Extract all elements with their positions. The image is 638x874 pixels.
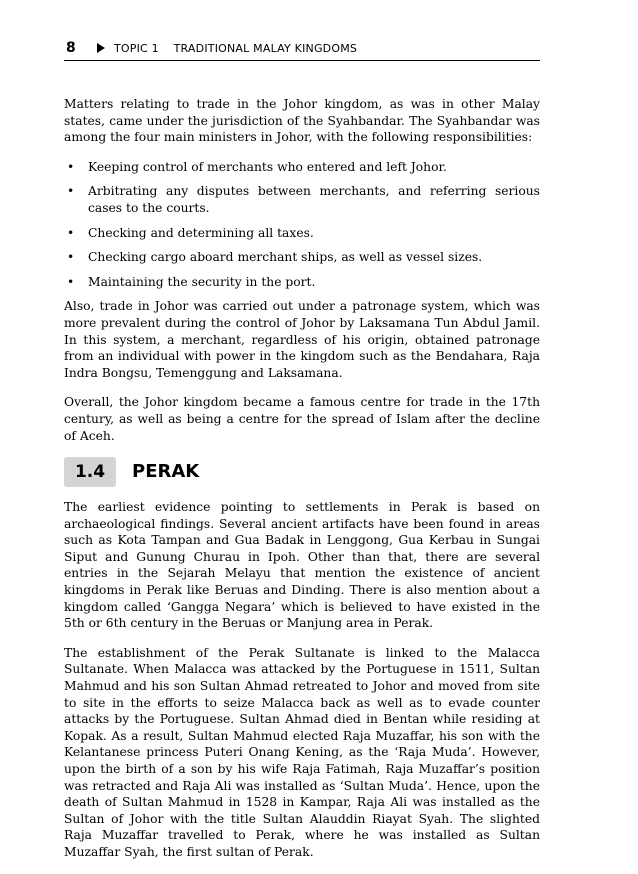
list-item: [64, 249, 540, 266]
list-item: [64, 274, 540, 291]
bullet-icon: •: [67, 250, 75, 265]
running-header: [64, 38, 540, 61]
header-title: TOPIC 1 TRADITIONAL MALAY KINGDOMS: [114, 42, 358, 55]
section-title: PERAK: [132, 461, 200, 483]
perak-paragraph-2: The establishment of the Perak Sultanate is linked to the Malacca Sultanate. When Malacca was attacked by the Portuguese in 1511, Sultan Mahmud and his son Sultan Ahmad retreated to Johor and moved from site to site in the efforts to seize Malacca back as well as to evade counter attacks by the Portuguese. Sultan Ahmad died in Bentan while residing at Kopak. As a result, Sultan Mahmud elected Raja Muzaffar, his son with the Kelantanese princess Puteri Onang Kening, as the ‘Raja Muda’. However, upon the birth of a son by his wife Raja Fatimah, Raja Muzaffar’s position was retracted and Raja Ali was installed as ‘Sultan Muda’. Hence, upon the death of Sultan Mahmud in 1528 in Kampar, Raja Ali was installed as the Sultan of Johor with the title Sultan Alauddin Riayat Syah. The slighted Raja Muzaffar travelled to Perak, where he was installed as Sultan Muzaffar Syah, the first sultan of Perak.: [64, 645, 540, 859]
patronage-paragraph: Also, trade in Johor was carried out under a patronage system, which was more prevalent during the control of Johor by Laksamana Tun Abdul Jamil. In this system, a merchant, regardless of his origin, obtained patronage from an individual with power in the kingdom such as the Bendahara, Raja Indra Bongsu, Temenggung and Laksamana.: [64, 299, 540, 380]
list-item-text: Checking and determining all taxes.: [88, 225, 314, 240]
bullet-icon: •: [67, 159, 75, 174]
list-item-text: Checking cargo aboard merchant ships, as well as vessel sizes.: [88, 250, 483, 265]
list-item: [64, 159, 540, 176]
bullet-icon: •: [67, 225, 75, 240]
page-number: 8: [66, 40, 76, 56]
page-content: [64, 96, 540, 874]
syahbandar-responsibilities-list: [64, 159, 540, 291]
bullet-icon: •: [67, 274, 75, 289]
bullet-icon: •: [67, 184, 75, 199]
list-item-text: Maintaining the security in the port.: [88, 274, 316, 289]
list-item: [64, 225, 540, 242]
arrow-right-icon: [97, 43, 105, 53]
list-item-text: Keeping control of merchants who entered and left Johor.: [88, 159, 447, 174]
list-item: [64, 183, 540, 216]
section-heading: [64, 457, 540, 487]
perak-paragraph-1: The earliest evidence pointing to settlements in Perak is based on archaeological findings. Several ancient artifacts have been found in areas such as Kota Tampan and Gua Badak in Lenggong, Gua Kerbau in Sungai Siput and Gunung Churau in Ipoh. Other than that, there are several entries in the Sejarah Melayu that mention the existence of ancient kingdoms in Perak like Beruas and Dinding. There is also mention about a kingdom called ‘Gangga Negara’ which is believed to have existed in the 5th or 6th century in the Beruas or Manjung area in Perak.: [64, 500, 540, 631]
list-item-text: Arbitrating any disputes between merchants, and referring serious cases to the courts.: [88, 184, 540, 215]
section-number: 1.4: [64, 457, 116, 487]
intro-paragraph: Matters relating to trade in the Johor kingdom, as was in other Malay states, came under the jurisdiction of the Syahbandar. The Syahbandar was among the four main ministers in Johor, with the following responsibilities:: [64, 97, 540, 145]
overall-paragraph: Overall, the Johor kingdom became a famous centre for trade in the 17th century, as well as being a centre for the spread of Islam after the decline of Aceh.: [64, 395, 540, 443]
